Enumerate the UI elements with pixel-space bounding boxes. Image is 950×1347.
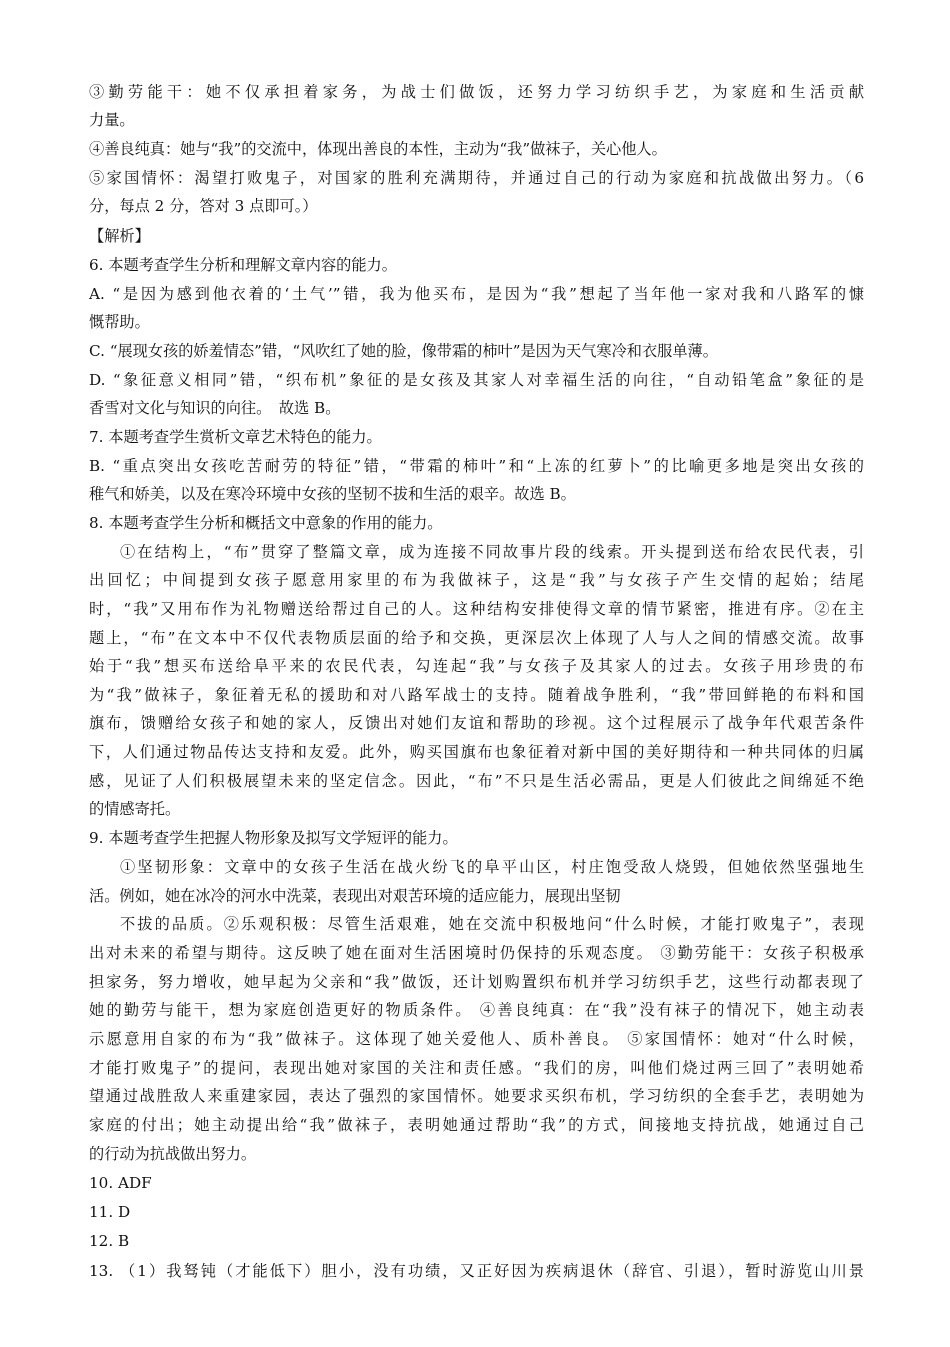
analysis-text-line: 稚气和娇美，以及在寒冷环境中女孩的坚韧不拔和生活的艰辛。故选 B。 [89, 485, 576, 503]
analysis-text-line: 为“我”做袜子，象征着无私的援助和对八路军战士的支持。随着战争胜利，“我”带回鲜艳的布料和国 [89, 686, 864, 704]
analysis-text-line: 才能打败鬼子”的提问，表现出她对家国的关注和责任感。“我们的房，叫他们烧过两三回了”表明她希 [89, 1059, 864, 1077]
analysis-text-line: ①在结构上，“布”贯穿了整篇文章，成为连接不同故事片段的线索。开头提到送布给农民代表，引 [120, 543, 864, 561]
analysis-text-line: 家庭的付出；她主动提出给“我”做袜子，表明她通过帮助“我”的方式，间接地支持抗战，她通过自己 [89, 1116, 864, 1134]
analysis-text-line: 望通过战胜敌人来重建家园，表达了强烈的家国情怀。她要求买织布机，学习纺织的全套手艺，表明她为 [89, 1087, 864, 1105]
question-heading: 6. 本题考查学生分析和理解文章内容的能力。 [89, 256, 397, 274]
analysis-text-line: 慨帮助。 [89, 313, 150, 331]
analysis-text-line: 始于“我”想买布送给阜平来的农民代表，勾连起“我”与女孩子及其家人的过去。女孩子用珍贵的布 [89, 657, 864, 675]
analysis-text-line: B. “重点突出女孩吃苦耐劳的特征”错，“带霜的柿叶”和“上冻的红萝卜”的比喻更多地是突出女孩的 [89, 457, 864, 475]
analysis-text-line: 题上，“布”在文本中不仅代表物质层面的给予和交换，更深层次上体现了人与人之间的情感交流。故事 [89, 629, 864, 647]
analysis-text-line: 的情感寄托。 [89, 800, 181, 818]
analysis-text-line: A. “是因为感到他衣着的‘土气’”错，我为他买布，是因为“我”想起了当年他一家对我和八路军的慷 [89, 285, 864, 303]
answer-item: 13. （1）我驽钝（才能低下）胆小，没有功绩，又正好因为疾病退休（辞官、引退），暂时游览山川景 [89, 1262, 864, 1280]
analysis-text-line: 下，人们通过物品传达支持和友爱。此外，购买国旗布也象征着对新中国的美好期待和一种共同体的归属 [89, 743, 864, 761]
analysis-text-line: 不拔的品质。②乐观积极：尽管生活艰难，她在交流中积极地问“什么时候，才能打败鬼子”，表现 [120, 915, 864, 933]
question-heading: 9. 本题考查学生把握人物形象及拟写文学短评的能力。 [89, 829, 458, 847]
analysis-text-line: 活。例如，她在冰冷的河水中洗菜，表现出对艰苦环境的适应能力，展现出坚韧 [89, 887, 621, 905]
answer-item: 10. ADF [89, 1174, 152, 1192]
analysis-text-line: 时，“我”又用布作为礼物赠送给帮过自己的人。这种结构安排使得文章的情节紧密，推进有序。②在主 [89, 600, 864, 618]
answer-item: 11. D [89, 1203, 131, 1221]
question-heading: 8. 本题考查学生分析和概括文中意象的作用的能力。 [89, 514, 443, 532]
analysis-text-line: 感，见证了人们积极展望未来的坚定信念。因此，“布”不只是生活必需品，更是人们彼此之间绵延不绝 [89, 772, 864, 790]
analysis-text-line: 的行动为抗战做出努力。 [89, 1145, 257, 1163]
answer-text-line: ④善良纯真：她与“我”的交流中，体现出善良的本性，主动为“我”做袜子，关心他人。 [89, 140, 667, 158]
section-heading: 【解析】 [89, 227, 150, 245]
analysis-text-line: 担家务，努力增收，她早起为父亲和“我”做饭，还计划购置织布机并学习纺织手艺，这些行动都表现了 [89, 973, 864, 991]
analysis-text-line: 旗布，馈赠给女孩子和她的家人，反馈出对她们友谊和帮助的珍视。这个过程展示了战争年代艰苦条件 [89, 714, 864, 732]
answer-text-line: 力量。 [89, 111, 135, 129]
analysis-text-line: 香雪对文化与知识的向往。 故选 B。 [89, 399, 341, 417]
analysis-text-line: C. “展现女孩的娇羞情态”错，“风吹红了她的脸，像带霜的柿叶”是因为天气寒冷和衣服单薄。 [89, 342, 718, 360]
analysis-text-line: D. “象征意义相同”错，“织布机”象征的是女孩及其家人对幸福生活的向往，“自动铅笔盒”象征的是 [89, 371, 864, 389]
analysis-text-line: 出对未来的希望与期待。这反映了她在面对生活困境时仍保持的乐观态度。 ③勤劳能干：女孩子积极承 [89, 944, 864, 962]
answer-text-line: ③勤劳能干：她不仅承担着家务，为战士们做饭，还努力学习纺织手艺，为家庭和生活贡献 [89, 83, 864, 101]
analysis-text-line: 出回忆；中间提到女孩子愿意用家里的布为我做袜子，这是“我”与女孩子产生交情的起始；结尾 [89, 571, 864, 589]
answer-text-line: ⑤家国情怀：渴望打败鬼子，对国家的胜利充满期待，并通过自己的行动为家庭和抗战做出努力。（6 [89, 169, 864, 187]
analysis-text-line: ①坚韧形象：文章中的女孩子生活在战火纷飞的阜平山区，村庄饱受敌人烧毁，但她依然坚强地生 [120, 858, 864, 876]
analysis-text-line: 示愿意用自家的布为“我”做袜子。这体现了她关爱他人、质朴善良。 ⑤家国情怀：她对“什么时候， [89, 1030, 864, 1048]
answer-text-line: 分，每点 2 分，答对 3 点即可。） [89, 197, 318, 215]
answer-item: 12. B [89, 1232, 130, 1250]
analysis-text-line: 她的勤劳与能干，想为家庭创造更好的物质条件。 ④善良纯真：在“我”没有袜子的情况下，她主动表 [89, 1001, 864, 1019]
question-heading: 7. 本题考查学生赏析文章艺术特色的能力。 [89, 428, 382, 446]
